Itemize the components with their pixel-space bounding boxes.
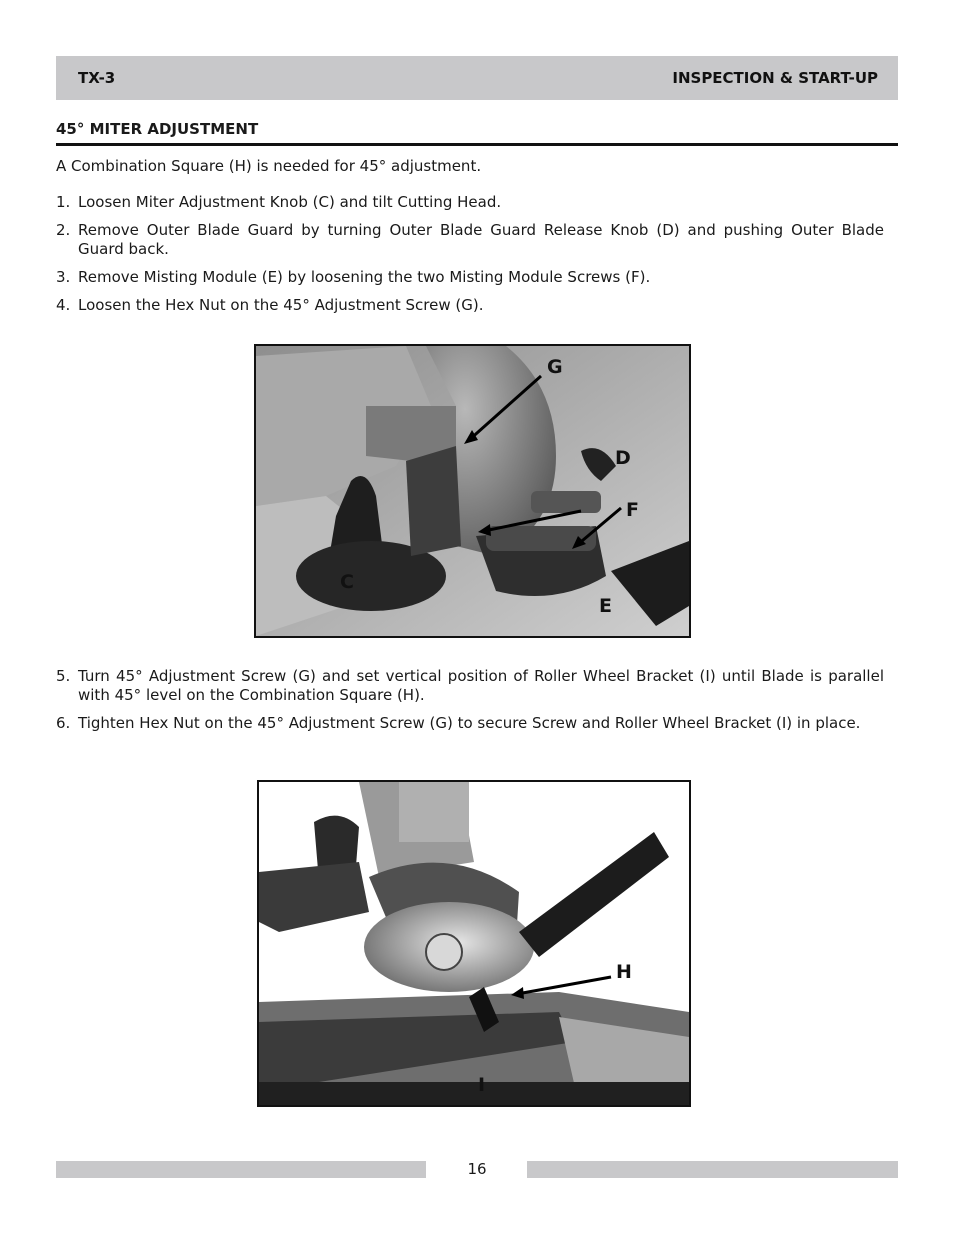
- step-number: 2.: [56, 221, 71, 239]
- step-3: [56, 268, 884, 287]
- step-text: Remove Misting Module (E) by loosening the two Misting Module Screws (F).: [78, 268, 651, 286]
- page-number: 16: [467, 1160, 487, 1178]
- step-6: [56, 714, 884, 733]
- model-name: TX-3: [78, 69, 116, 87]
- step-text: Tighten Hex Nut on the 45° Adjustment Screw (G) to secure Screw and Roller Wheel Bracket (I) in place.: [78, 714, 861, 732]
- figure-combination-square-photo: [257, 780, 691, 1107]
- callout-h: H: [616, 961, 632, 983]
- step-2: [56, 221, 884, 259]
- step-text: Loosen Miter Adjustment Knob (C) and tilt Cutting Head.: [78, 193, 502, 211]
- callout-g: G: [547, 356, 563, 378]
- step-5: [56, 667, 884, 705]
- step-number: 1.: [56, 193, 71, 211]
- step-1: [56, 193, 884, 212]
- step-4: [56, 296, 884, 315]
- callout-d: D: [615, 447, 631, 469]
- callout-i: I: [478, 1074, 486, 1096]
- intro-text: A Combination Square (H) is needed for 45° adjustment.: [56, 157, 482, 175]
- footer-bar-left: [56, 1161, 426, 1178]
- section-title: 45° MITER ADJUSTMENT: [56, 119, 898, 146]
- page-header: [56, 56, 898, 100]
- step-number: 3.: [56, 268, 71, 286]
- step-number: 6.: [56, 714, 71, 732]
- step-text: Remove Outer Blade Guard by turning Outer Blade Guard Release Knob (D) and pushing Outer Blade Guard back.: [78, 221, 884, 258]
- callout-f: F: [626, 499, 639, 521]
- footer-bar-right: [527, 1161, 898, 1178]
- step-text: Loosen the Hex Nut on the 45° Adjustment Screw (G).: [78, 296, 484, 314]
- step-number: 4.: [56, 296, 71, 314]
- section-name: INSPECTION & START-UP: [672, 69, 878, 87]
- step-number: 5.: [56, 667, 71, 685]
- figure-miter-knob-photo: [254, 344, 691, 638]
- callout-e: E: [599, 595, 612, 617]
- callout-c: C: [340, 571, 354, 593]
- step-text: Turn 45° Adjustment Screw (G) and set vertical position of Roller Wheel Bracket (I) until Blade is parallel with 45° level on the Combination Square (H).: [78, 667, 884, 704]
